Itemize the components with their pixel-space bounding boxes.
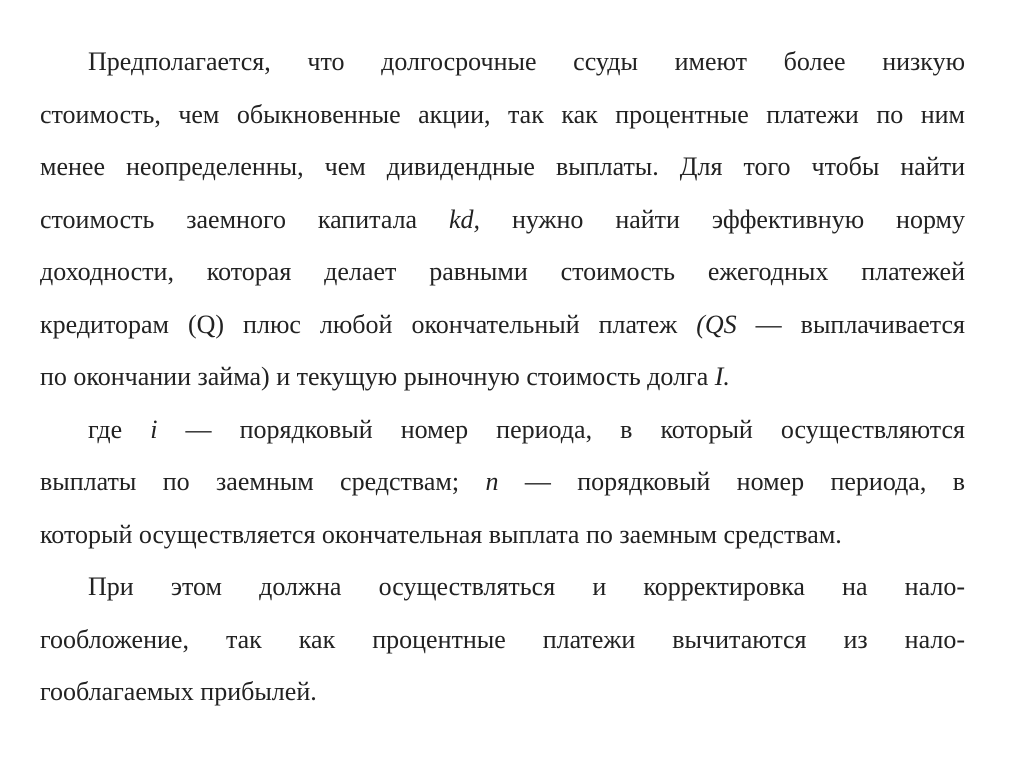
text-segment: кредиторам (Q) плюс любой окончательный платеж [40,309,697,339]
text-segment: менее неопределенны, чем дивидендные выплаты. Для того чтобы найти [40,152,965,181]
document-body [40,36,965,719]
paragraph-2-line [40,404,965,457]
italic-term: n [485,467,499,496]
italic-term: (QS [696,309,737,339]
paragraph-3-line [40,614,965,667]
text-segment: который осуществляется окончательная выплата по заемным средствам. [40,519,842,549]
text-segment: стоимость, чем обыкновенные акции, так как процентные платежи по ним [40,99,965,129]
paragraph-1-line [40,36,965,89]
paragraph-1-line [40,246,965,299]
paragraph-3-line [40,666,965,719]
paragraph-1-line [40,141,965,194]
text-segment: гообложение, так как процентные платежи вычитаются из нало- [40,624,965,654]
text-segment: При этом должна осуществляться и корректировка на нало- [88,572,965,601]
paragraph-2-line [40,456,965,509]
paragraph-2-line [40,509,965,562]
paragraph-1-line [40,299,965,352]
italic-term: kd, [449,204,481,234]
text-segment: гооблагаемых прибылей. [40,677,317,706]
text-segment: — выплачивается [736,309,965,339]
text-segment: — порядковый номер периода, в который осуществляются [157,414,965,444]
paragraph-1-line [40,89,965,142]
paragraph-1-line [40,194,965,247]
italic-term: i [150,414,158,444]
paragraph-1-line [40,351,965,404]
text-segment: Предполагается, что долгосрочные ссуды имеют более низкую [88,47,965,76]
text-segment: по окончании займа) и текущую рыночную стоимость долга [40,362,715,391]
text-segment: доходности, которая делает равными стоимость ежегодных платежей [40,257,965,286]
text-segment: стоимость заемного капитала [40,204,450,234]
text-segment: где [88,414,151,444]
paragraph-3-line [40,561,965,614]
text-segment: выплаты по заемным средствам; [40,467,486,496]
text-segment: нужно найти эффективную норму [480,204,966,234]
text-segment: — порядковый номер периода, в [498,467,965,496]
italic-term: I. [714,362,730,391]
